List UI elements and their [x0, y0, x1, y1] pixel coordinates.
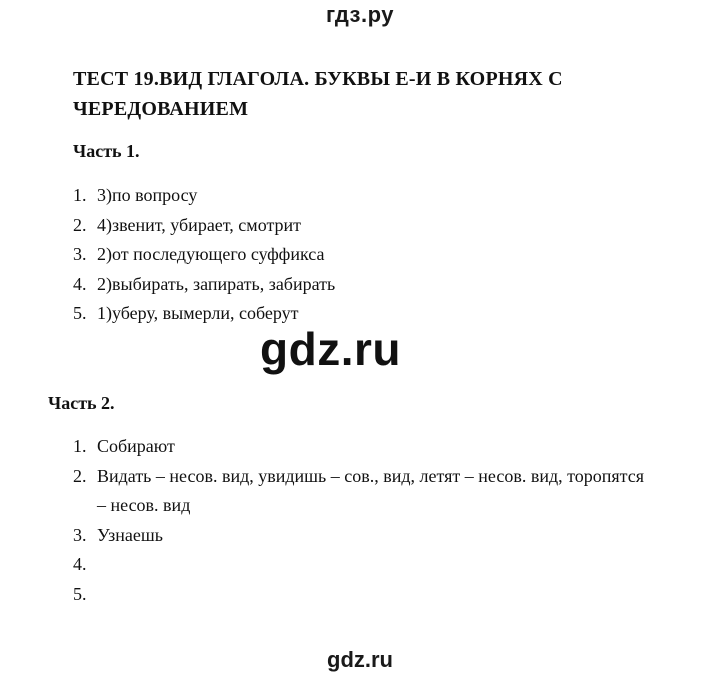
item-number: 5.: [73, 303, 87, 323]
item-number: 1.: [73, 436, 87, 456]
item-number: 1.: [73, 185, 87, 205]
item-number: 4.: [73, 554, 87, 574]
list-item: [73, 580, 657, 610]
item-answer: Видать – несов. вид, увидишь – сов., вид, летят – несов. вид, торопятся – несов. вид: [97, 465, 645, 515]
list-item: [73, 432, 657, 462]
watermark-bottom: gdz.ru: [327, 647, 393, 672]
item-number: 5.: [73, 583, 87, 604]
item-answer: 3)по вопросу: [97, 185, 198, 205]
item-number: 2.: [73, 465, 87, 486]
item-answer: [97, 580, 657, 610]
list-item: [73, 521, 657, 551]
watermark-middle: gdz.ru: [260, 323, 401, 375]
item-answer: 2)выбирать, запирать, забирать: [97, 273, 336, 294]
list-item: [73, 462, 657, 521]
page-title: ТЕСТ 19.ВИД ГЛАГОЛА. БУКВЫ Е-И В КОРНЯХ С ЧЕРЕДОВАНИЕМ: [73, 68, 563, 120]
item-number: 4.: [73, 273, 87, 294]
part1-heading: Часть 1.: [73, 141, 140, 161]
item-answer: [97, 550, 657, 580]
item-answer: 1)уберу, вымерли, соберут: [97, 303, 299, 323]
list-item: [73, 270, 335, 300]
list-item: [73, 211, 335, 241]
item-number: 2.: [73, 214, 87, 235]
part2-answer-list: [73, 432, 657, 609]
part1-answer-list: [73, 181, 335, 329]
item-number: 3.: [73, 244, 87, 264]
list-item: [73, 550, 657, 580]
list-item: [73, 181, 335, 211]
item-answer: Узнаешь: [97, 524, 163, 545]
list-item: [73, 240, 335, 270]
watermark-top: гдз.ру: [326, 2, 394, 27]
item-answer: 4)звенит, убирает, смотрит: [97, 214, 302, 235]
item-number: 3.: [73, 524, 87, 545]
part2-heading: Часть 2.: [48, 393, 115, 413]
item-answer: Собирают: [97, 436, 175, 456]
item-answer: 2)от последующего суффикса: [97, 244, 325, 264]
